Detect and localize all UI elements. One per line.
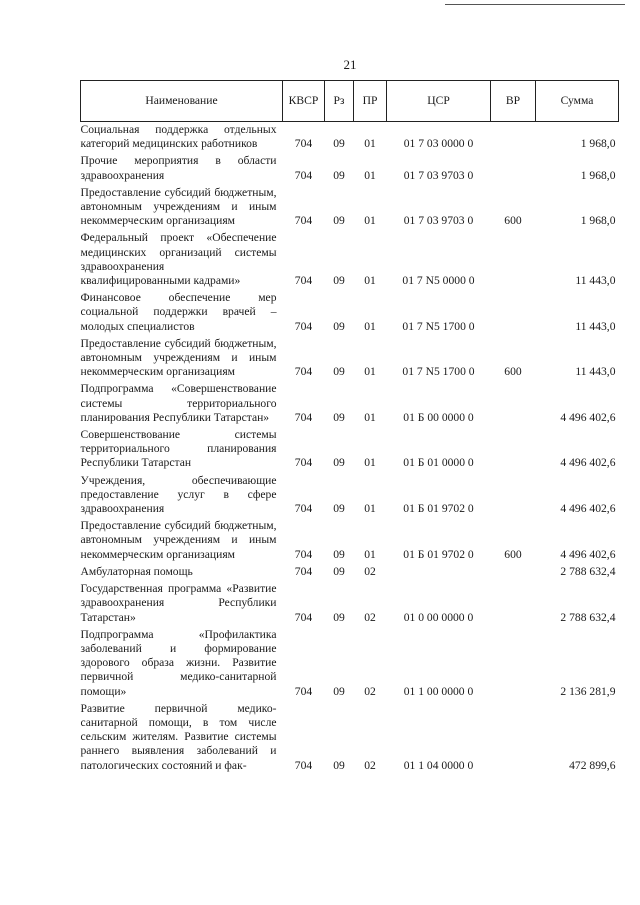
row-vr-cell <box>491 627 536 701</box>
row-csr-cell: 01 Б 01 9702 0 <box>403 547 474 561</box>
row-rz-cell: 09 <box>333 684 345 698</box>
row-csr-cell: 01 7 N5 0000 0 <box>402 274 475 288</box>
row-pr-cell: 01 <box>364 547 376 561</box>
row-vr-cell <box>491 381 536 427</box>
row-pr-cell: 02 <box>364 758 376 772</box>
table-row <box>81 153 619 184</box>
row-vr-cell <box>491 290 536 336</box>
row-rz-cell: 09 <box>333 547 345 561</box>
row-sum-cell: 2 788 632,4 <box>560 564 616 578</box>
row-rz-cell: 09 <box>333 214 345 228</box>
row-csr-cell: 01 Б 01 9702 0 <box>403 502 474 516</box>
row-kvsr-cell: 704 <box>294 137 313 151</box>
row-sum-cell: 2 788 632,4 <box>560 610 616 624</box>
row-pr-cell: 01 <box>364 365 376 379</box>
table-row <box>81 581 619 627</box>
table-row <box>81 627 619 701</box>
row-name-cell: Предоставление субсидий бюджетным, автономным учреждениям и иным некоммерческим организациям <box>80 185 277 228</box>
row-rz-cell: 09 <box>333 410 345 424</box>
row-vr-cell: 600 <box>504 214 522 228</box>
header-rz: Рз <box>325 81 354 122</box>
row-sum-cell: 4 496 402,6 <box>560 547 616 561</box>
budget-table <box>80 80 619 775</box>
row-csr-cell: 01 Б 01 0000 0 <box>403 456 474 470</box>
row-pr-cell: 01 <box>364 168 376 182</box>
table-header-row <box>81 81 619 122</box>
row-sum-cell: 1 968,0 <box>580 214 616 228</box>
row-kvsr-cell: 704 <box>294 564 313 578</box>
row-rz-cell: 09 <box>333 168 345 182</box>
row-name-cell: Совершенствование системы территориального планирования Республики Татарстан <box>80 428 277 470</box>
row-name-cell: Прочие мероприятия в области здравоохранения <box>80 154 277 182</box>
row-pr-cell: 01 <box>364 410 376 424</box>
row-vr-cell <box>491 564 536 581</box>
row-kvsr-cell: 704 <box>294 319 313 333</box>
row-rz-cell: 09 <box>333 564 345 578</box>
row-name-cell: Развитие первичной медико-санитарной помощи, в том числе сельским жителям. Развитие системы раннего выявления заболеваний и патологических состояний и фак- <box>80 701 277 772</box>
header-pr: ПР <box>354 81 387 122</box>
table-body <box>81 122 619 775</box>
row-name-cell: Государственная программа «Развитие здравоохранения Республики Татарстан» <box>80 582 277 624</box>
row-kvsr-cell: 704 <box>294 410 313 424</box>
row-vr-cell: 600 <box>504 365 522 379</box>
row-rz-cell: 09 <box>333 319 345 333</box>
header-sum: Сумма <box>536 81 619 122</box>
row-sum-cell: 1 968,0 <box>580 137 616 151</box>
row-kvsr-cell: 704 <box>294 502 313 516</box>
row-csr-cell <box>387 564 491 581</box>
table-row <box>81 427 619 473</box>
row-csr-cell: 01 0 00 0000 0 <box>403 610 474 624</box>
row-kvsr-cell: 704 <box>294 758 313 772</box>
table-row <box>81 122 619 154</box>
table-row <box>81 473 619 519</box>
header-vr: ВР <box>491 81 536 122</box>
scan-edge-line <box>445 4 625 5</box>
row-name-cell: Подпрограмма «Профилактика заболеваний и формирование здорового образа жизни. Развитие первичной медико-санитарной помощи» <box>80 627 277 698</box>
row-pr-cell: 01 <box>364 137 376 151</box>
row-vr-cell <box>491 122 536 154</box>
row-pr-cell: 01 <box>364 319 376 333</box>
row-vr-cell <box>491 473 536 519</box>
row-kvsr-cell: 704 <box>294 365 313 379</box>
table-row <box>81 290 619 336</box>
row-sum-cell: 472 899,6 <box>569 758 616 772</box>
row-sum-cell: 4 496 402,6 <box>560 502 616 516</box>
row-csr-cell: 01 1 04 0000 0 <box>403 758 474 772</box>
row-kvsr-cell: 704 <box>294 168 313 182</box>
row-sum-cell: 4 496 402,6 <box>560 410 616 424</box>
row-pr-cell: 01 <box>364 274 376 288</box>
row-sum-cell: 2 136 281,9 <box>560 684 616 698</box>
row-csr-cell: 01 Б 00 0000 0 <box>403 410 474 424</box>
table-row <box>81 564 619 581</box>
row-vr-cell <box>491 153 536 184</box>
row-pr-cell: 01 <box>364 214 376 228</box>
page-number: 21 <box>343 57 357 72</box>
header-kvsr: КВСР <box>283 81 325 122</box>
row-vr-cell: 600 <box>504 547 522 561</box>
row-pr-cell: 01 <box>364 456 376 470</box>
row-pr-cell: 02 <box>364 610 376 624</box>
row-kvsr-cell: 704 <box>294 610 313 624</box>
table-row <box>81 230 619 290</box>
header-name: Наименование <box>81 81 283 122</box>
row-rz-cell: 09 <box>333 365 345 379</box>
row-csr-cell: 01 7 N5 1700 0 <box>402 365 475 379</box>
row-rz-cell: 09 <box>333 137 345 151</box>
row-vr-cell <box>491 230 536 290</box>
row-sum-cell: 4 496 402,6 <box>560 456 616 470</box>
row-kvsr-cell: 704 <box>294 547 313 561</box>
row-pr-cell: 01 <box>364 502 376 516</box>
row-csr-cell: 01 7 03 9703 0 <box>403 168 474 182</box>
row-rz-cell: 09 <box>333 274 345 288</box>
row-rz-cell: 09 <box>333 456 345 470</box>
row-name-cell: Амбулаторная помощь <box>80 564 193 578</box>
table-row <box>81 336 619 382</box>
row-kvsr-cell: 704 <box>294 214 313 228</box>
row-sum-cell: 11 443,0 <box>575 319 616 333</box>
row-csr-cell: 01 1 00 0000 0 <box>403 684 474 698</box>
row-name-cell: Финансовое обеспечение мер социальной поддержки врачей – молодых специалистов <box>80 291 277 333</box>
row-name-cell: Федеральный проект «Обеспечение медицинских организаций системы здравоохранения квалифицированными кадрами» <box>80 231 277 288</box>
row-pr-cell: 02 <box>364 684 376 698</box>
row-kvsr-cell: 704 <box>294 456 313 470</box>
row-sum-cell: 11 443,0 <box>575 365 616 379</box>
row-name-cell: Социальная поддержка отдельных категорий медицинских работников <box>80 123 277 151</box>
row-name-cell: Учреждения, обеспечивающие предоставление услуг в сфере здравоохранения <box>80 473 277 516</box>
row-csr-cell: 01 7 N5 1700 0 <box>402 319 475 333</box>
table-row <box>81 518 619 564</box>
row-vr-cell <box>491 581 536 627</box>
header-csr: ЦСР <box>387 81 491 122</box>
table-row <box>81 701 619 775</box>
row-rz-cell: 09 <box>333 502 345 516</box>
row-name-cell: Предоставление субсидий бюджетным, автономным учреждениям и иным некоммерческим организациям <box>80 336 277 379</box>
row-csr-cell: 01 7 03 0000 0 <box>403 137 474 151</box>
row-kvsr-cell: 704 <box>294 274 313 288</box>
row-kvsr-cell: 704 <box>294 684 313 698</box>
table-row <box>81 381 619 427</box>
row-pr-cell: 02 <box>364 564 376 578</box>
row-rz-cell: 09 <box>333 758 345 772</box>
row-csr-cell: 01 7 03 9703 0 <box>403 214 474 228</box>
row-name-cell: Подпрограмма «Совершенствование системы территориального планирования Республики Татарстан» <box>80 382 277 424</box>
row-sum-cell: 1 968,0 <box>580 168 616 182</box>
row-vr-cell <box>491 427 536 473</box>
table-row <box>81 185 619 231</box>
row-name-cell: Предоставление субсидий бюджетным, автономным учреждениям и иным некоммерческим организациям <box>80 519 277 561</box>
row-rz-cell: 09 <box>333 610 345 624</box>
row-sum-cell: 11 443,0 <box>575 274 616 288</box>
row-vr-cell <box>491 701 536 775</box>
